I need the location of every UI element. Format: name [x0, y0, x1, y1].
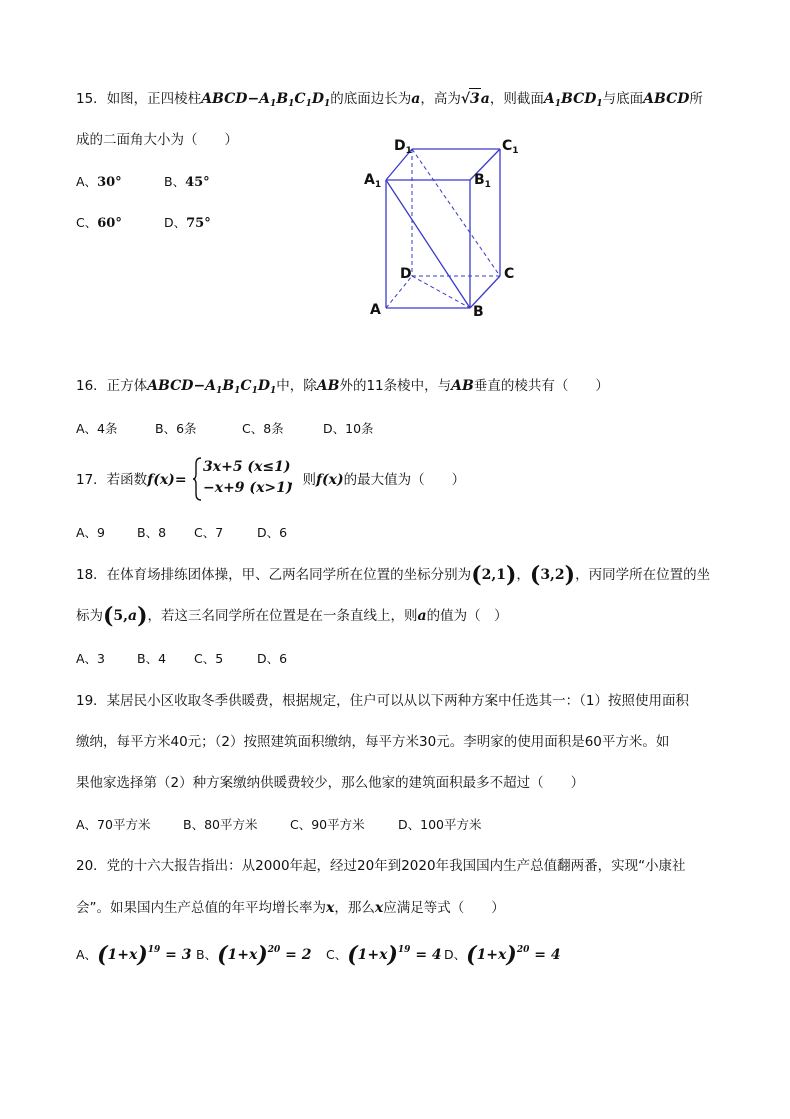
q15-option-d[interactable]: D、75° [164, 215, 211, 231]
q15-line2: 成的二面角大小为（ ） [76, 132, 238, 148]
q20-option-d[interactable]: D、$(1+x)^{20} = 4$ [444, 942, 561, 968]
q15-option-b[interactable]: B、45° [164, 174, 210, 190]
q16-option-c[interactable]: C、8条 [242, 421, 284, 436]
q18-line2: 标为(5,a)，若这三名同学所在位置是在一条直线上，则a的值为（ ） [76, 603, 508, 629]
piecewise-brace [193, 456, 203, 502]
case-2: −x+9 (x>1) [203, 480, 293, 496]
section-name: $A_1BCD_1$ [543, 91, 603, 109]
q18-option-a[interactable]: A、3 [76, 651, 106, 666]
case-1: 3x+5 (x≤1) [203, 459, 291, 475]
q20-option-a[interactable]: A、$(1+x)^{19} = 3$ [76, 942, 192, 968]
q16-option-b[interactable]: B、6条 [155, 421, 197, 436]
q19-option-d[interactable]: D、100平方米 [398, 817, 482, 832]
q18-option-b[interactable]: B、4 [137, 651, 167, 666]
label-b1: $B_1$ [474, 172, 491, 190]
q17-option-b[interactable]: B、8 [137, 525, 167, 540]
q15-option-a[interactable]: A、30° [76, 174, 122, 190]
q15-line1: 15．如图，正四棱柱$ABCD-A_1B_1C_1D_1$的底面边长为a，高为√3a，则截面$A_1BCD_1$与底面ABCD所 [76, 88, 703, 114]
q17-stem-start: 17．若函数f(x)= [76, 472, 187, 488]
q19-option-b[interactable]: B、80平方米 [183, 817, 258, 832]
q18-option-d[interactable]: D、6 [257, 651, 288, 666]
label-a: A [370, 302, 381, 318]
q16-stem: 16．正方体$ABCD-A_1B_1C_1D_1$中，除AB外的11条棱中，与AB垂直的棱共有（ ） [76, 378, 609, 396]
piecewise-cases [203, 457, 293, 499]
label-a1: $A_1$ [364, 172, 382, 190]
q17-stem-end: ，则f(x)的最大值为（ ） [289, 472, 466, 488]
q19-option-c[interactable]: C、90平方米 [290, 817, 365, 832]
q16-option-d[interactable]: D、10条 [323, 421, 374, 436]
q19-line1: 19．某居民小区收取冬季供暖费，根据规定，住户可以从以下两种方案中任选其一：（1）按照使用面积 [76, 693, 690, 709]
q20-option-c[interactable]: C、$(1+x)^{19} = 4$ [326, 942, 442, 968]
label-b: B [473, 304, 484, 320]
label-c1: $C_1$ [502, 138, 519, 156]
q16-option-a[interactable]: A、4条 [76, 421, 118, 436]
label-d1: $D_1$ [394, 138, 412, 156]
q15-option-c[interactable]: C、60° [76, 215, 122, 231]
label-c: C [504, 266, 515, 282]
q17-option-c[interactable]: C、7 [194, 525, 224, 540]
q19-line2: 缴纳，每平方米40元；（2）按照建筑面积缴纳，每平方米30元。李明家的使用面积是60平方米。如 [76, 734, 670, 750]
prism-name: $ABCD-A_1B_1C_1D_1$ [201, 91, 331, 109]
q18-option-c[interactable]: C、5 [194, 651, 224, 666]
q17-option-a[interactable]: A、9 [76, 525, 106, 540]
q18-line1: 18．在体育场排练团体操，甲、乙两名同学所在位置的坐标分别为(2,1)，(3,2)，丙同学所在位置的坐 [76, 562, 711, 588]
q17-option-d[interactable]: D、6 [257, 525, 288, 540]
sqrt3a: √3a [461, 91, 490, 107]
label-d: D [400, 266, 412, 282]
q19-line3: 果他家选择第（2）种方案缴纳供暖费较少，那么他家的建筑面积最多不超过（ ） [76, 775, 585, 791]
q19-option-a[interactable]: A、70平方米 [76, 817, 151, 832]
q20-option-b[interactable]: B、$(1+x)^{20} = 2$ [196, 942, 312, 968]
prism-figure [360, 128, 530, 323]
q20-line2: 会”。如果国内生产总值的年平均增长率为x，那么x应满足等式（ ） [76, 900, 505, 916]
q20-line1: 20．党的十六大报告指出：从2000年起，经过20年到2020年我国国内生产总值翻两番，实现“小康社 [76, 858, 686, 874]
q15-number: 15． [76, 91, 107, 107]
